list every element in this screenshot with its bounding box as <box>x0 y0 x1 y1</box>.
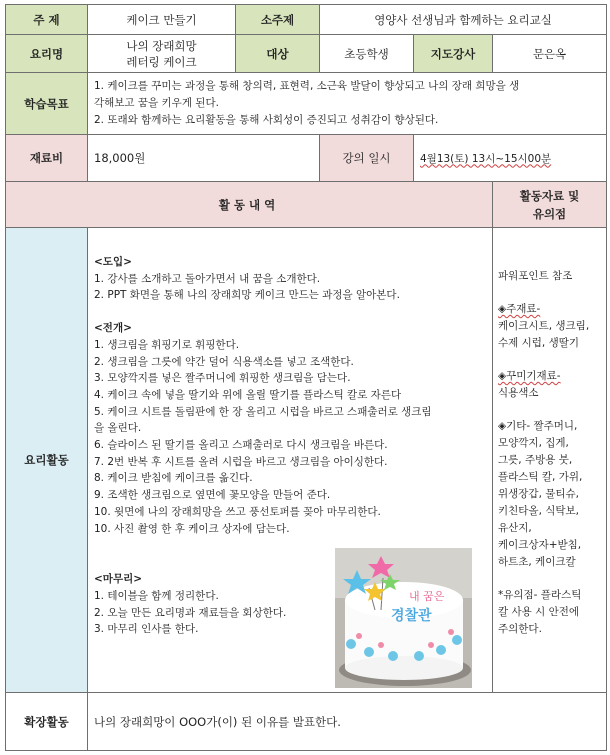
extension-value: 나의 장래희망이 OOO가(이) 된 이유를 발표한다. <box>88 693 607 751</box>
other-material-item: 하트초, 케이크칼 <box>498 556 576 568</box>
materials-header <box>493 182 607 228</box>
main-step: 8. 케이크 받침에 케이크를 옮긴다. <box>94 472 253 485</box>
main-step: 10. 윗면에 나의 장래희망을 쓰고 풍선토퍼를 꽂아 마무리한다. <box>94 505 381 518</box>
goals-value <box>88 73 607 135</box>
instructor-value: 문은옥 <box>493 35 607 73</box>
intro-step: 1. 강사를 소개하고 돌아가면서 내 꿈을 소개한다. <box>94 272 321 285</box>
activity-title: 활동내역 <box>6 182 493 228</box>
subject-value: 케이크 만들기 <box>88 5 236 35</box>
dish-value-line1: 나의 장래희망 <box>126 38 197 53</box>
other-material-item: 플라스틱 칼, 가위, <box>498 471 583 483</box>
deco-materials-title: ◈꾸미기재료- <box>498 370 561 382</box>
end-step: 1. 테이블을 함께 정리한다. <box>94 589 219 602</box>
end-step: 3. 마무리 인사를 한다. <box>94 623 199 636</box>
time-label: 강의 일시 <box>320 135 414 182</box>
subtopic-label: 소주제 <box>236 5 320 35</box>
cost-label: 재료비 <box>6 135 88 182</box>
deco-material-item: 식용색소 <box>498 387 539 399</box>
other-material-item: 케이크상자+받침, <box>498 539 582 551</box>
time-value-text: 4월13(토) 13시~15시00분 <box>420 152 552 165</box>
main-step: 을 올린다. <box>94 422 142 435</box>
dish-value-line2: 레터링 케이크 <box>126 54 197 69</box>
extension-label: 확장활동 <box>6 693 88 751</box>
main-title: <전개> <box>94 322 132 335</box>
cake-photo <box>335 548 472 688</box>
other-material-item: 모양깍지, 집게, <box>498 437 569 449</box>
end-step: 2. 오늘 만든 요리명과 재료들을 회상한다. <box>94 606 287 619</box>
time-value <box>414 135 607 182</box>
cake-illustration <box>335 548 472 688</box>
dish-label: 요리명 <box>6 35 88 73</box>
intro-step: 2. PPT 화면을 통해 나의 장래희망 케이크 만드는 과정을 알아본다. <box>94 289 400 302</box>
main-materials-title: ◈주재료- <box>498 303 541 315</box>
cooking-label: 요리활동 <box>6 228 88 693</box>
cost-value: 18,000원 <box>88 135 320 182</box>
ppt-note: 파워포인트 참조 <box>498 270 573 282</box>
cake-text-line1: 내 꿈은 <box>409 590 445 603</box>
main-step: 1. 생크림을 휘핑기로 휘핑한다. <box>94 338 240 351</box>
main-step: 6. 슬라이스 된 딸기를 올리고 스패출러로 다시 생크림을 바른다. <box>94 439 388 452</box>
main-step: 2. 생크림을 그릇에 약간 덜어 식용색소를 넣고 조색한다. <box>94 355 354 368</box>
materials-header-line1: 활동자료 및 <box>519 188 580 203</box>
caution-line: *유의점- 플라스틱 <box>498 589 582 601</box>
target-value: 초등학생 <box>320 35 414 73</box>
cake-text-line2: 경찰관 <box>391 608 432 624</box>
caution-line: 칼 사용 시 안전에 <box>498 606 580 618</box>
materials-header-line2: 유의점 <box>532 206 567 221</box>
main-step: 9. 조색한 생크림으로 옆면에 꽃모양을 만들어 준다. <box>94 489 331 502</box>
main-step: 7. 2번 반복 후 시트를 올려 시럽을 바르고 생크림을 아이싱한다. <box>94 455 388 468</box>
goals-line: 2. 또래와 함께하는 요리활동을 통해 사회성이 증진되고 성취감이 향상된다. <box>94 114 439 126</box>
intro-title: <도입> <box>94 256 132 268</box>
instructor-label: 지도강사 <box>414 35 493 73</box>
main-step: 4. 케이크 속에 넣을 딸기와 위에 올릴 딸기를 플라스틱 칼로 자른다 <box>94 388 402 401</box>
main-step: 10. 사진 촬영 한 후 케이크 상자에 담는다. <box>94 522 290 535</box>
caution-line: 주의한다. <box>498 623 542 635</box>
lesson-plan-table <box>5 4 607 751</box>
other-materials-title: ◈기타- 짤주머니, <box>498 420 578 432</box>
subtopic-value: 영양사 선생님과 함께하는 요리교실 <box>320 5 607 35</box>
other-material-item: 그릇, 주방용 붓, <box>498 454 573 466</box>
materials-body <box>493 228 607 693</box>
end-title: <마무리> <box>94 573 143 586</box>
subject-label: 주 제 <box>6 5 88 35</box>
goals-line: 각해보고 꿈을 키우게 된다. <box>94 97 219 109</box>
main-step: 3. 모양깍지를 넣은 짤주머니에 휘핑한 생크림을 담는다. <box>94 372 351 385</box>
target-label: 대상 <box>236 35 320 73</box>
main-material-item: 수제 시럽, 생딸기 <box>498 337 580 349</box>
main-step: 5. 케이크 시트를 돌림판에 한 장 올리고 시럽을 바르고 스패출러로 생크림 <box>94 405 432 418</box>
other-material-item: 유산지, <box>498 522 532 534</box>
goals-line: 1. 케이크를 꾸미는 과정을 통해 창의력, 표현력, 소근육 발달이 향상되고 나의 장래 희망을 생 <box>94 80 520 92</box>
other-material-item: 위생장갑, 물티슈, <box>498 488 580 500</box>
goals-label: 학습목표 <box>6 73 88 135</box>
main-material-item: 케이크시트, 생크림, <box>498 320 590 332</box>
dish-value <box>88 35 236 73</box>
other-material-item: 키친타올, 식탁보, <box>498 505 580 517</box>
